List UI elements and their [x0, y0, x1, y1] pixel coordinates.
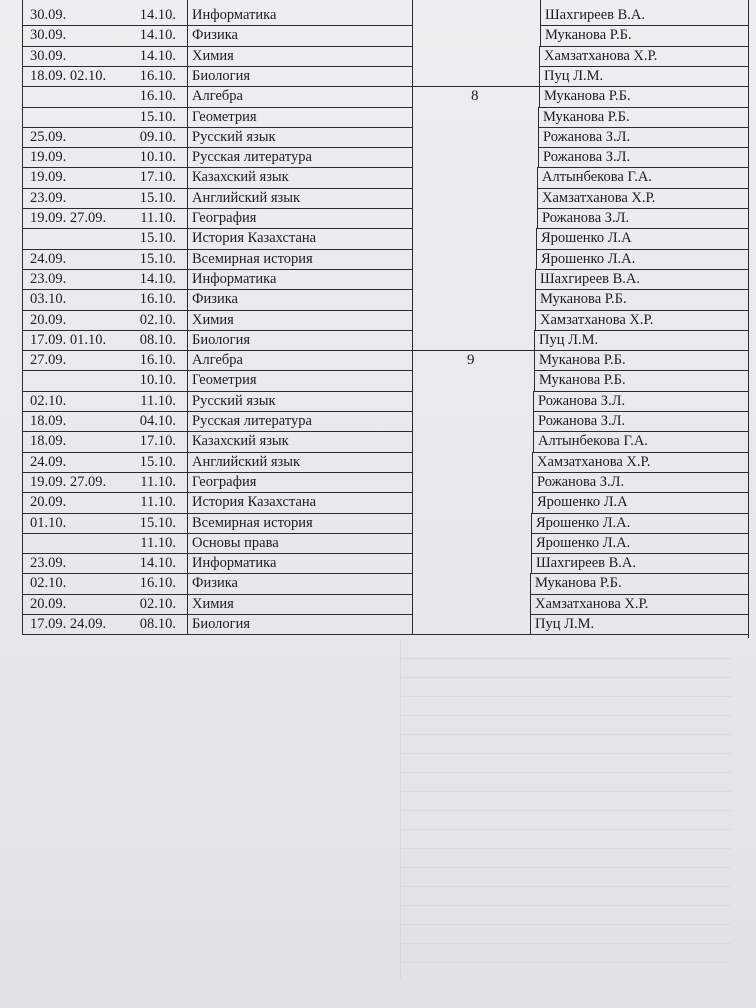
- final-date: 10.10.: [139, 149, 176, 165]
- table-row: [0, 107, 756, 127]
- grade-label: 9: [467, 352, 475, 368]
- subject-name: Физика: [192, 291, 238, 307]
- final-date: 16.10.: [139, 88, 176, 104]
- teacher-name: Ярошенко Л.А: [537, 494, 628, 510]
- lesson-dates: 17.09. 24.09.: [30, 616, 107, 632]
- table-row: [0, 289, 756, 309]
- teacher-name: Хамзатханова Х.Р.: [535, 596, 649, 612]
- teacher-name: Ярошенко Л.А.: [536, 515, 631, 531]
- teacher-name: Ярошенко Л.А.: [536, 535, 631, 551]
- final-date: 15.10.: [139, 251, 176, 267]
- subject-name: Физика: [192, 27, 238, 43]
- lesson-dates: 19.09.: [30, 169, 67, 185]
- final-date: 02.10.: [139, 312, 176, 328]
- subject-name: Алгебра: [192, 88, 243, 104]
- table-row: [0, 127, 756, 147]
- table-row: [0, 269, 756, 289]
- final-date: 02.10.: [139, 596, 176, 612]
- subject-name: Русская литература: [192, 149, 312, 165]
- final-date: 15.10.: [139, 515, 176, 531]
- teacher-name: Шахгиреев В.А.: [536, 555, 637, 571]
- lesson-dates: 17.09. 01.10.: [30, 332, 107, 348]
- subject-name: Информатика: [192, 271, 277, 287]
- subject-name: Алгебра: [192, 352, 243, 368]
- table-row: [0, 208, 756, 228]
- lesson-dates: 27.09.: [30, 352, 67, 368]
- subject-name: Биология: [192, 616, 251, 632]
- subject-name: Казахский язык: [192, 433, 289, 449]
- lesson-dates: 19.09. 27.09.: [30, 474, 107, 490]
- lesson-dates: 18.09.: [30, 433, 67, 449]
- subject-name: Геометрия: [192, 109, 257, 125]
- final-date: 15.10.: [139, 109, 176, 125]
- table-row: [0, 330, 756, 350]
- table-row: [0, 411, 756, 431]
- teacher-name: Пуц Л.М.: [539, 332, 599, 348]
- lesson-dates: 02.10.: [30, 393, 67, 409]
- final-date: 14.10.: [139, 555, 176, 571]
- teacher-name: Хамзатханова Х.Р.: [537, 454, 651, 470]
- lesson-dates: 20.09.: [30, 596, 67, 612]
- final-date: 10.10.: [139, 372, 176, 388]
- table-row: [0, 228, 756, 248]
- final-date: 16.10.: [139, 575, 176, 591]
- table-row: [0, 66, 756, 86]
- teacher-name: Рожанова З.Л.: [537, 474, 625, 490]
- subject-name: Химия: [192, 596, 234, 612]
- teacher-name: Муканова Р.Б.: [540, 291, 627, 307]
- teacher-name: Муканова Р.Б.: [544, 88, 631, 104]
- final-date: 16.10.: [139, 291, 176, 307]
- teacher-name: Муканова Р.Б.: [543, 109, 630, 125]
- table-row: [0, 472, 756, 492]
- subject-name: Русская литература: [192, 413, 312, 429]
- row-line-left: [22, 634, 412, 635]
- lesson-dates: 20.09.: [30, 494, 67, 510]
- final-date: 11.10.: [140, 393, 176, 409]
- lesson-dates: 03.10.: [30, 291, 67, 307]
- lesson-dates: 20.09.: [30, 312, 67, 328]
- final-date: 11.10.: [140, 210, 176, 226]
- final-date: 08.10.: [139, 616, 176, 632]
- table-row: [0, 25, 756, 45]
- final-date: 17.10.: [139, 169, 176, 185]
- table-row: [0, 533, 756, 553]
- subject-name: Английский язык: [192, 454, 301, 470]
- teacher-name: Шахгиреев В.А.: [545, 7, 646, 23]
- subject-name: Русский язык: [192, 393, 276, 409]
- table-row: [0, 147, 756, 167]
- subject-name: Английский язык: [192, 190, 301, 206]
- subject-name: Информатика: [192, 555, 277, 571]
- teacher-name: Хамзатханова Х.Р.: [544, 48, 658, 64]
- table-row: [0, 391, 756, 411]
- lesson-dates: 18.09.: [30, 413, 67, 429]
- final-date: 16.10.: [139, 352, 176, 368]
- final-date: 15.10.: [139, 230, 176, 246]
- table-row: [0, 513, 756, 533]
- table-row: [0, 431, 756, 451]
- teacher-name: Рожанова З.Л.: [543, 129, 631, 145]
- lesson-dates: 24.09.: [30, 454, 67, 470]
- table-row: [0, 594, 756, 614]
- table-row: [0, 492, 756, 512]
- lesson-dates: 30.09.: [30, 7, 67, 23]
- lesson-dates: 30.09.: [30, 48, 67, 64]
- subject-name: География: [192, 210, 257, 226]
- lesson-dates: 01.10.: [30, 515, 67, 531]
- teacher-name: Рожанова З.Л.: [538, 413, 626, 429]
- lesson-dates: 02.10.: [30, 575, 67, 591]
- teacher-name: Муканова Р.Б.: [539, 372, 626, 388]
- lesson-dates: 18.09. 02.10.: [30, 68, 107, 84]
- final-date: 14.10.: [139, 271, 176, 287]
- teacher-name: Рожанова З.Л.: [538, 393, 626, 409]
- table-row: [0, 86, 756, 106]
- subject-name: Казахский язык: [192, 169, 289, 185]
- subject-name: Биология: [192, 332, 251, 348]
- teacher-name: Муканова Р.Б.: [539, 352, 626, 368]
- lesson-dates: 19.09. 27.09.: [30, 210, 107, 226]
- table-row: [0, 5, 756, 25]
- subject-name: Биология: [192, 68, 251, 84]
- subject-name: История Казахстана: [192, 494, 317, 510]
- lesson-dates: 30.09.: [30, 27, 67, 43]
- lesson-dates: 23.09.: [30, 271, 67, 287]
- final-date: 11.10.: [140, 474, 176, 490]
- lesson-dates: 19.09.: [30, 149, 67, 165]
- lesson-dates: 23.09.: [30, 190, 67, 206]
- final-date: 04.10.: [139, 413, 176, 429]
- table-row: [0, 46, 756, 66]
- subject-name: История Казахстана: [192, 230, 317, 246]
- subject-name: Всемирная история: [192, 515, 313, 531]
- teacher-name: Пуц Л.М.: [544, 68, 604, 84]
- subject-name: Химия: [192, 48, 234, 64]
- teacher-name: Рожанова З.Л.: [543, 149, 631, 165]
- table-row: [0, 249, 756, 269]
- teacher-name: Хамзатханова Х.Р.: [542, 190, 656, 206]
- final-date: 17.10.: [139, 433, 176, 449]
- final-date: 14.10.: [139, 27, 176, 43]
- row-line-right: [530, 634, 748, 635]
- table-row: [0, 310, 756, 330]
- subject-name: Информатика: [192, 7, 277, 23]
- final-date: 14.10.: [139, 7, 176, 23]
- final-date: 11.10.: [140, 535, 176, 551]
- lesson-dates: 24.09.: [30, 251, 67, 267]
- table-row: [0, 350, 756, 370]
- final-date: 16.10.: [139, 68, 176, 84]
- final-date: 15.10.: [139, 454, 176, 470]
- teacher-name: Муканова Р.Б.: [535, 575, 622, 591]
- teacher-name: Ярошенко Л.А: [541, 230, 632, 246]
- final-date: 09.10.: [139, 129, 176, 145]
- lesson-dates: 25.09.: [30, 129, 67, 145]
- subject-name: Всемирная история: [192, 251, 313, 267]
- subject-name: Русский язык: [192, 129, 276, 145]
- table-row: [0, 167, 756, 187]
- teacher-name: Хамзатханова Х.Р.: [540, 312, 654, 328]
- subject-name: География: [192, 474, 257, 490]
- lesson-dates: 23.09.: [30, 555, 67, 571]
- table-row: [0, 370, 756, 390]
- teacher-name: Рожанова З.Л.: [542, 210, 630, 226]
- table-row: [0, 573, 756, 593]
- subject-name: Химия: [192, 312, 234, 328]
- final-date: 11.10.: [140, 494, 176, 510]
- final-date: 14.10.: [139, 48, 176, 64]
- teacher-name: Шахгиреев В.А.: [540, 271, 641, 287]
- table-row: [0, 452, 756, 472]
- table-row: [0, 188, 756, 208]
- teacher-name: Ярошенко Л.А.: [541, 251, 636, 267]
- subject-name: Основы права: [192, 535, 279, 551]
- teacher-name: Алтынбекова Г.А.: [542, 169, 652, 185]
- teacher-name: Алтынбекова Г.А.: [538, 433, 648, 449]
- final-date: 15.10.: [139, 190, 176, 206]
- final-date: 08.10.: [139, 332, 176, 348]
- subject-name: Физика: [192, 575, 238, 591]
- subject-name: Геометрия: [192, 372, 257, 388]
- table-row: [0, 614, 756, 634]
- grade-label: 8: [471, 88, 479, 104]
- teacher-name: Муканова Р.Б.: [545, 27, 632, 43]
- bleed-through-lines: [400, 640, 731, 980]
- grade-group-separator: [412, 634, 530, 635]
- table-row: [0, 553, 756, 573]
- teacher-name: Пуц Л.М.: [535, 616, 595, 632]
